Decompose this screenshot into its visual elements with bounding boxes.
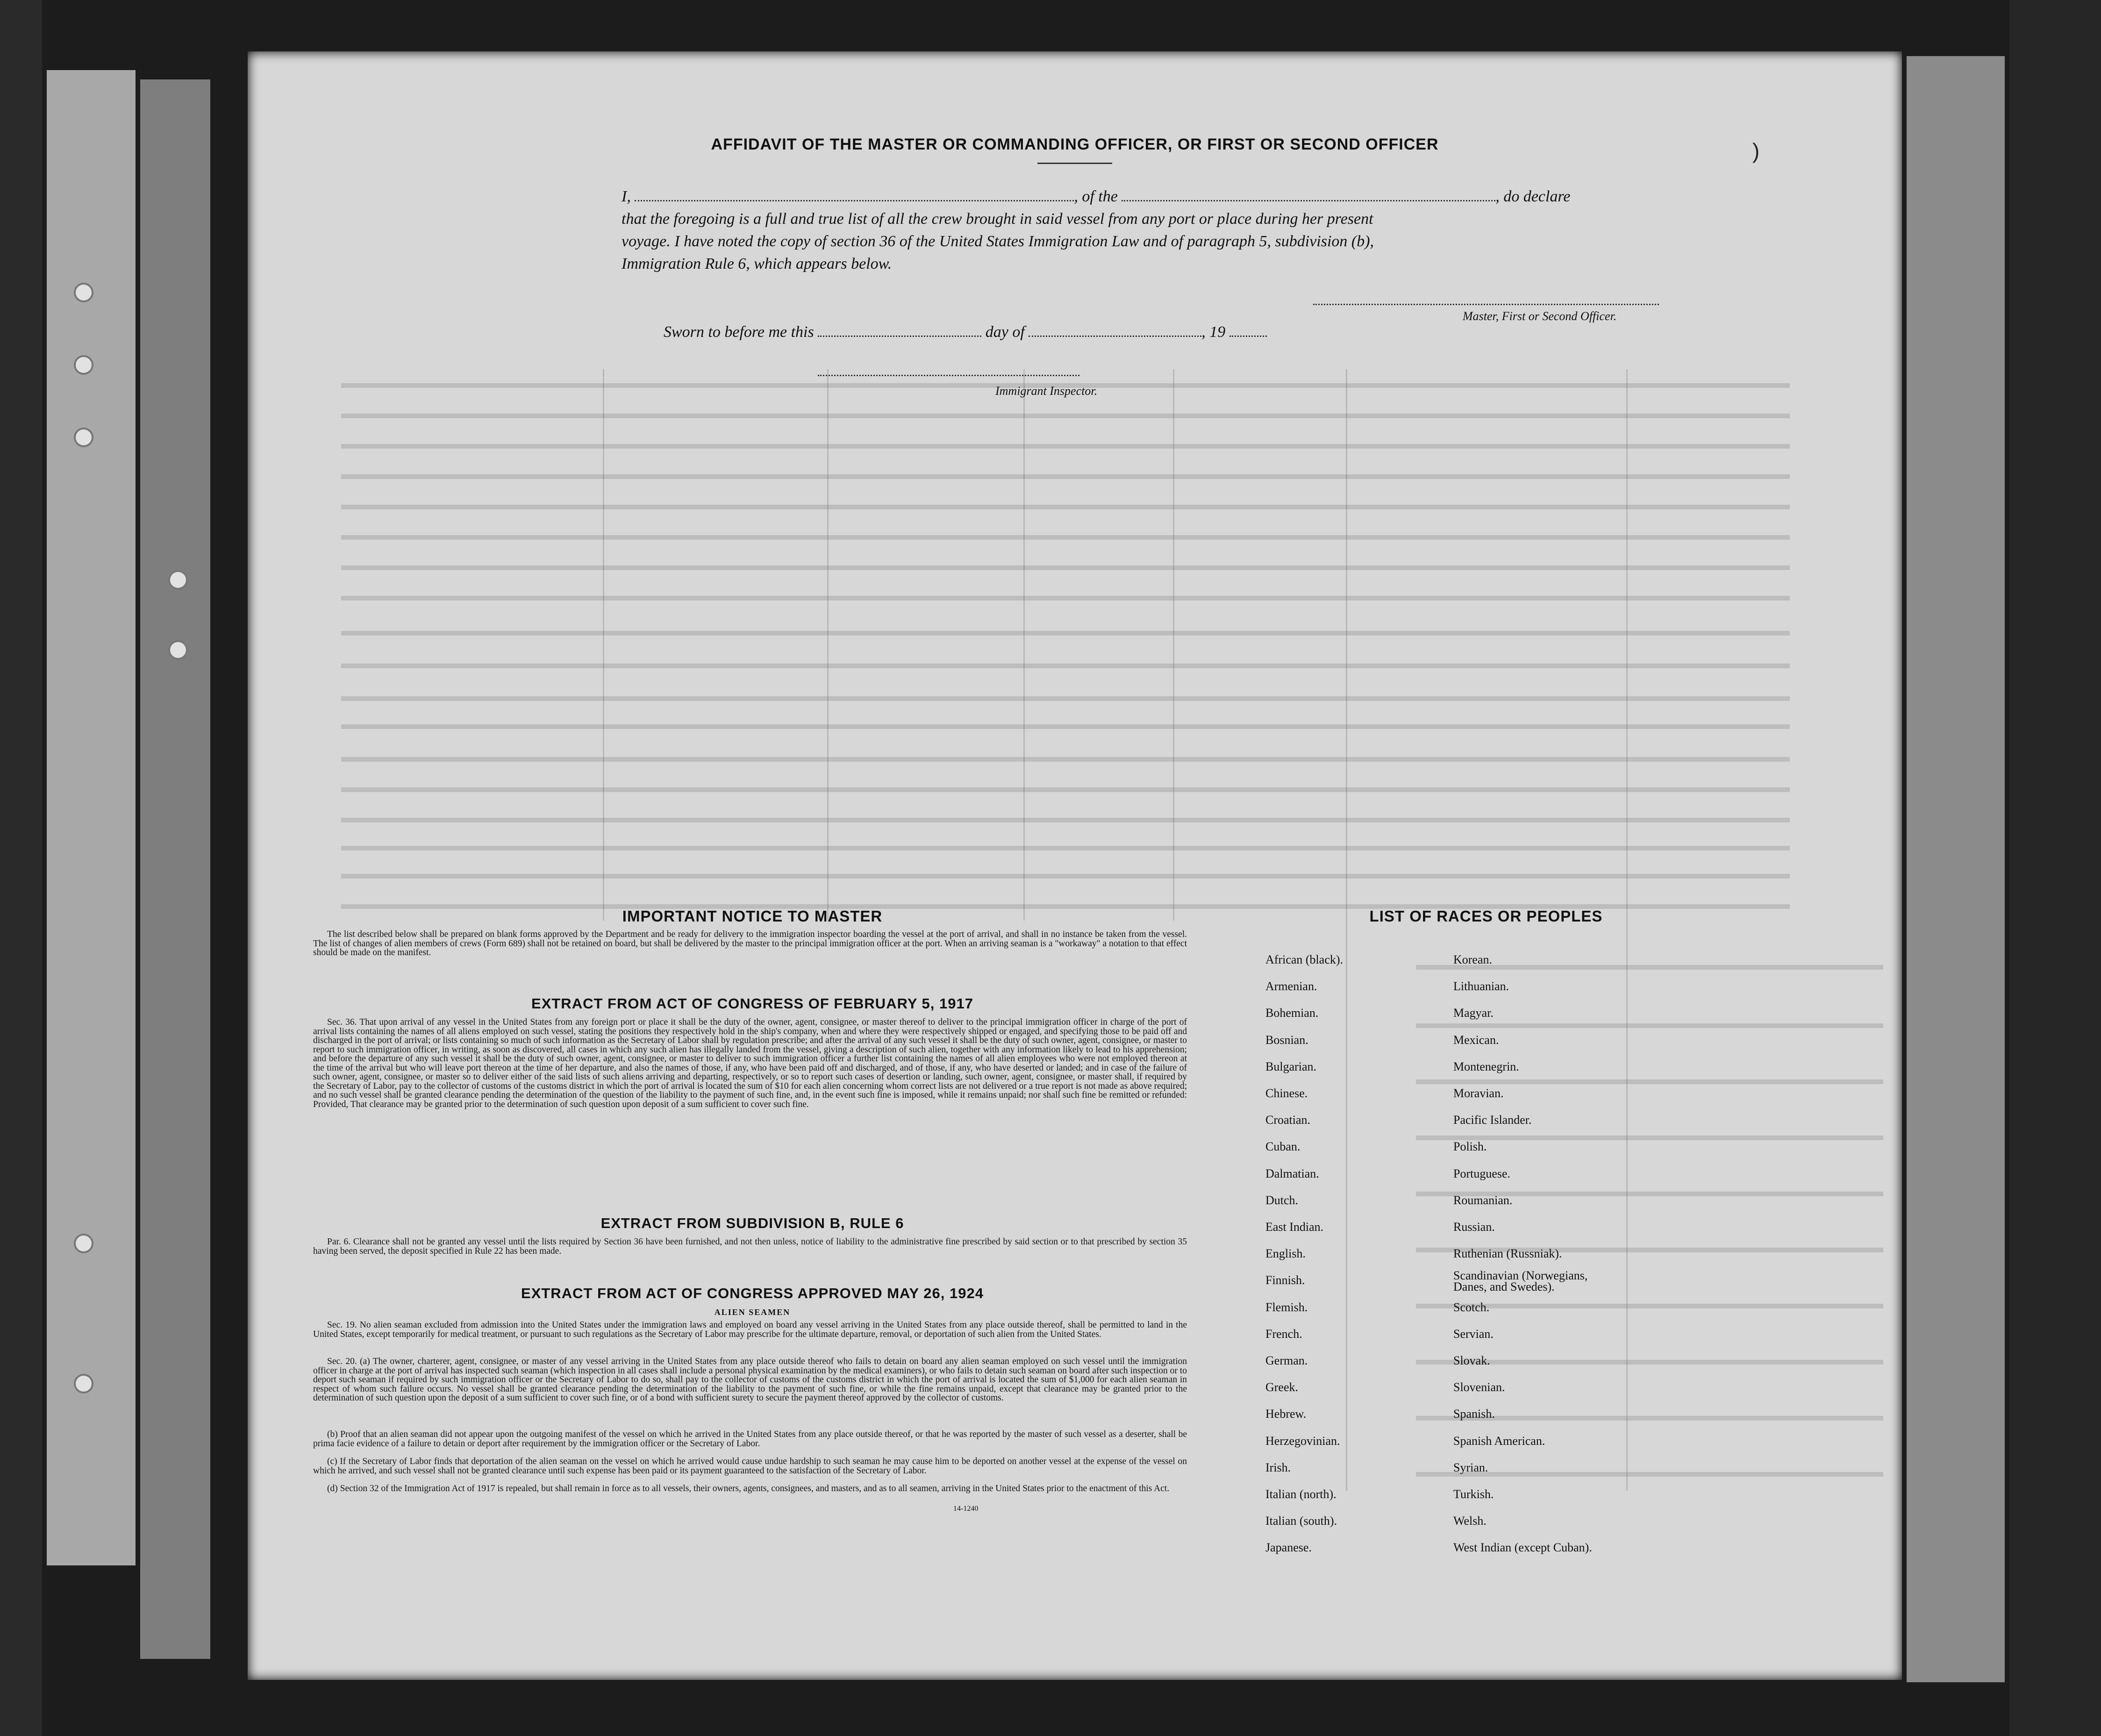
bleed-through-column [827,369,829,921]
race-item: Italian (south). [1265,1514,1337,1528]
extract-1917-title: EXTRACT FROM ACT OF CONGRESS OF FEBRUARY 5, 1917 [531,995,973,1012]
race-item: Spanish. [1453,1407,1495,1421]
race-item: Spanish American. [1453,1434,1545,1448]
race-item: Montenegrin. [1453,1059,1519,1073]
race-item: Greek. [1265,1380,1299,1394]
page-mark: ) [1752,139,1760,163]
inspector-signature-line[interactable] [818,375,1079,376]
affidavit-do-declare: , do declare [1495,188,1571,205]
race-item: Dutch. [1265,1193,1299,1207]
race-item: Ruthenian (Russniak). [1453,1247,1562,1261]
back-sheet-right [1907,56,2005,1682]
binder-hole [168,640,188,660]
affidavit-i: I, [622,188,631,205]
bleed-through-row [341,535,1790,540]
binder-strip-left [0,0,42,1736]
race-item: Moravian. [1453,1086,1504,1100]
bleed-through-row [341,474,1790,479]
sworn-text: Sworn to before me this [664,323,814,341]
name-blank[interactable] [635,190,1074,201]
master-signature-line[interactable] [1313,304,1659,305]
race-item: West Indian (except Cuban). [1453,1541,1592,1555]
race-item: Bosnian. [1265,1033,1308,1047]
race-item: French. [1265,1327,1302,1341]
bleed-through-row [1416,1023,1883,1028]
race-item: Croatian. [1265,1113,1311,1127]
binder-hole [74,1234,93,1253]
race-item: Bohemian. [1265,1006,1319,1020]
inspector-label: Immigrant Inspector. [995,384,1098,398]
race-item: Lithuanian. [1453,979,1509,993]
race-item: Welsh. [1453,1514,1486,1528]
affidavit-of-the: , of the [1074,188,1118,205]
sworn-day-blank[interactable] [818,325,981,337]
race-item: African (black). [1265,953,1343,966]
race-item: Herzegovinian. [1265,1434,1340,1448]
bleed-through-row [341,846,1790,850]
binder-hole [74,1374,93,1393]
affidavit-title: AFFIDAVIT OF THE MASTER OR COMMANDING OFFICER, OR FIRST OR SECOND OFFICER [711,136,1439,153]
sworn-month-blank[interactable] [1029,325,1201,337]
sworn-line [664,323,1267,341]
bleed-through-row [341,757,1790,762]
vessel-blank[interactable] [1122,190,1495,201]
race-item: Japanese. [1265,1541,1312,1555]
binder-hole [74,428,93,447]
race-item: Italian (north). [1265,1487,1336,1501]
bleed-through-row [341,631,1790,636]
binder-hole [168,570,188,590]
bleed-through-row [341,444,1790,449]
binder-strip-right [2009,0,2101,1736]
affidavit-line-4: Immigration Rule 6, which appears below. [622,255,892,272]
bleed-through-row [341,664,1790,668]
race-item: Turkish. [1453,1487,1494,1501]
race-item: Mexican. [1453,1033,1499,1047]
bleed-through-row [341,596,1790,600]
race-item: Polish. [1453,1140,1487,1154]
race-item: Magyar. [1453,1006,1494,1020]
bleed-through-row [341,505,1790,509]
bleed-through-row [341,565,1790,570]
bleed-through-row [341,724,1790,729]
race-item: Slovak. [1453,1354,1490,1367]
notice-text: The list described below shall be prepared on blank forms approved by the Department and be ready for delivery to the immigration inspector boarding the vessel at the port of arrival, and shall in no instance be taken from the vessel. The list of changes of alien members of crews (Form 689) shall not be retained on board, but shall be delivered by the master to the principal immigration officer at the port. When an arriving seaman is a "workaway" a notation to that effect should be made on the manifest. [313,929,1187,957]
affidavit-line-1 [622,188,1571,206]
race-item: German. [1265,1354,1308,1367]
race-item: Armenian. [1265,979,1317,993]
race-item: Servian. [1453,1327,1494,1341]
extract-1924-sec20c: (c) If the Secretary of Labor finds that deportation of the alien seaman on the vessel on which he arrived would cause undue hardship to such seaman he may cause him to be deported on another vessel at the expense of the vessel on which he arrived, and such vessel shall not be granted clearance until such expense has been paid or its payment guaranteed to the satisfaction of the Secretary of Labor. [313,1457,1187,1476]
bleed-through-row [341,696,1790,701]
race-item: East Indian. [1265,1220,1324,1234]
extract-1917-text: Sec. 36. That upon arrival of any vessel in the United States from any foreign port or place it shall be the duty of the owner, agent, consignee, or master thereof to deliver to the principal immigration officer in charge of the port of arrival lists containing the names of all aliens employed on such vessel, stating the positions they respectively hold in the ship's company, when and where they were respectively shipped or engaged, and specifying those to be paid off and discharged in the port of arrival; or lists containing so much of such information as the Secretary of Labor shall by regulation prescribe; and after the arrival of any such vessel it shall be the duty of such owner, agent, consignee, or master to report to such immigration officer, in writing, as soon as discovered, all cases in which any such alien has illegally landed from the vessel, giving a description of such alien, together with any information likely to lead to his apprehension; and before the departure of any such vessel it shall be the duty of such owner, agent, consignee, or master to deliver to such immigration officer a further list containing the names of all alien employees who were not employed thereon at the time of the arrival but who will leave port thereon at the time of her departure, and also the names of those, if any, who have been paid off and discharged, and of those, if any, who have deserted or landed; and in case of the failure of such owner, agent, consignee, or master so to deliver either of the said lists of such aliens arriving and departing, respectively, or so to report such cases of desertion or landing, such owner, agent, consignee, or master shall, if required by the Secretary of Labor, pay to the collector of customs of the customs district in which the port of arrival is located the sum of $10 for each alien concerning whom correct lists are not delivered or a true report is not made as above required; and no such vessel shall be granted clearance pending the determination of the question of the liability to the payment of such fine, and, in the event such fine is imposed, while it remains unpaid; nor shall such fine be remitted or refunded: Provided, That clearance may be granted prior to the determination of such question upon deposit of a sum sufficient to cover such fine. [313,1017,1187,1109]
extract-1924-sec20d: (d) Section 32 of the Immigration Act of 1917 is repealed, but shall remain in force as to all vessels, their owners, agents, consignees, and masters, and as to all seamen, arriving in the United States prior to the enactment of this Act. [327,1484,1170,1493]
extract-rule6-title: EXTRACT FROM SUBDIVISION B, RULE 6 [600,1215,904,1231]
document-page [248,51,1902,1680]
race-item: Cuban. [1265,1140,1301,1154]
race-item: Flemish. [1265,1300,1308,1314]
bleed-through-column [1346,369,1347,1491]
bleed-through-column [1626,369,1628,1491]
bleed-through-column [1023,369,1025,921]
extract-rule6-text: Par. 6. Clearance shall not be granted any vessel until the lists required by Section 36 have been furnished, and not then unless, notice of liability to the administrative fine prescribed by said section or to that prescribed by section 35 having been served, the deposit specified in Rule 22 has been made. [313,1237,1187,1256]
race-item: Scandinavian (Norwegians, Danes, and Swedes). [1453,1269,1588,1294]
bleed-through-column [1173,369,1174,921]
bleed-through-row [341,818,1790,822]
extract-1924-sec20b: (b) Proof that an alien seaman did not appear upon the outgoing manifest of the vessel on which he arrived in the United States from any place outside thereof, or that he was reported by the master of such vessel as a deserter, shall be prima facie evidence of a failure to detain or deport after requirement by the immigration officer or the Secretary of Labor. [313,1429,1187,1449]
race-item: Portuguese. [1453,1166,1511,1180]
sworn-day-of: day of [985,323,1025,341]
affidavit-line-2: that the foregoing is a full and true list of all the crew brought in said vessel from any port or place during her present [622,210,1373,228]
sworn-year-blank[interactable] [1229,325,1267,337]
master-signature-label: Master, First or Second Officer. [1463,309,1617,323]
race-item: Finnish. [1265,1273,1305,1287]
race-item: Chinese. [1265,1086,1308,1100]
race-item: Irish. [1265,1460,1291,1474]
race-item: Roumanian. [1453,1193,1513,1207]
race-item: Pacific Islander. [1453,1113,1532,1127]
race-item: Syrian. [1453,1460,1488,1474]
race-item: Hebrew. [1265,1407,1307,1421]
bleed-through-row [1416,1079,1883,1084]
binder-hole [74,283,93,302]
race-item: Russian. [1453,1220,1495,1234]
bleed-through-row [341,787,1790,792]
race-item: Dalmatian. [1265,1166,1319,1180]
title-rule [1037,163,1112,164]
race-item: Slovenian. [1453,1380,1505,1394]
bleed-through-column [603,369,604,921]
extract-1924-sec20a: Sec. 20. (a) The owner, charterer, agent, consignee, or master of any vessel arriving in the United States from any place outside thereof who fails to detain on board any alien seaman employed on such vessel until the immigration officer in charge at the port of arrival has inspected such seaman (which inspection in all cases shall include a personal physical examination by the medical examiners), or who fails to detain such seaman on board after such inspection or to deport such seaman if required by such immigration officer or the Secretary of Labor to do so, shall pay to the collector of customs of the customs district in which the port of arrival is located the sum of $1,000 for each alien seaman in respect of whom such failure occurs. No vessel shall be granted clearance pending the determination of the liability to the payment of such fine, or while the fine remains unpaid, except that clearance may be granted prior to the determination of such question upon the deposit of a sum sufficient to cover such fine, or of a bond with sufficient surety to secure the payment thereof approved by the collector of customs. [313,1357,1187,1403]
binder-hole [74,355,93,375]
race-item: Scotch. [1453,1300,1490,1314]
form-number: 14-1240 [953,1505,979,1513]
back-sheet-left-2 [140,79,210,1659]
sworn-year: , 19 [1201,323,1226,341]
notice-title: IMPORTANT NOTICE TO MASTER [622,907,883,925]
alien-seamen-caption: ALIEN SEAMEN [714,1307,791,1317]
race-item: Bulgarian. [1265,1059,1317,1073]
affidavit-line-3: voyage. I have noted the copy of section 36 of the United States Immigration Law and of paragraph 5, subdivision (b), [622,233,1374,250]
race-item: English. [1265,1247,1306,1261]
extract-1924-sec19: Sec. 19. No alien seaman excluded from admission into the United States under the immigration laws and employed on board any vessel arriving in the United States from any place outside thereof, shall be permitted to land in the United States, except temporarily for medical treatment, or pursuant to such regulations as the Secretary of Labor may prescribe for the ultimate departure, removal, or deportation of such alien from the United States. [313,1320,1187,1339]
bleed-through-row [341,874,1790,879]
race-item: Korean. [1453,953,1493,966]
races-title: LIST OF RACES OR PEOPLES [1369,907,1603,925]
extract-1924-title: EXTRACT FROM ACT OF CONGRESS APPROVED MAY 26, 1924 [521,1285,984,1301]
bleed-through-row [341,414,1790,418]
